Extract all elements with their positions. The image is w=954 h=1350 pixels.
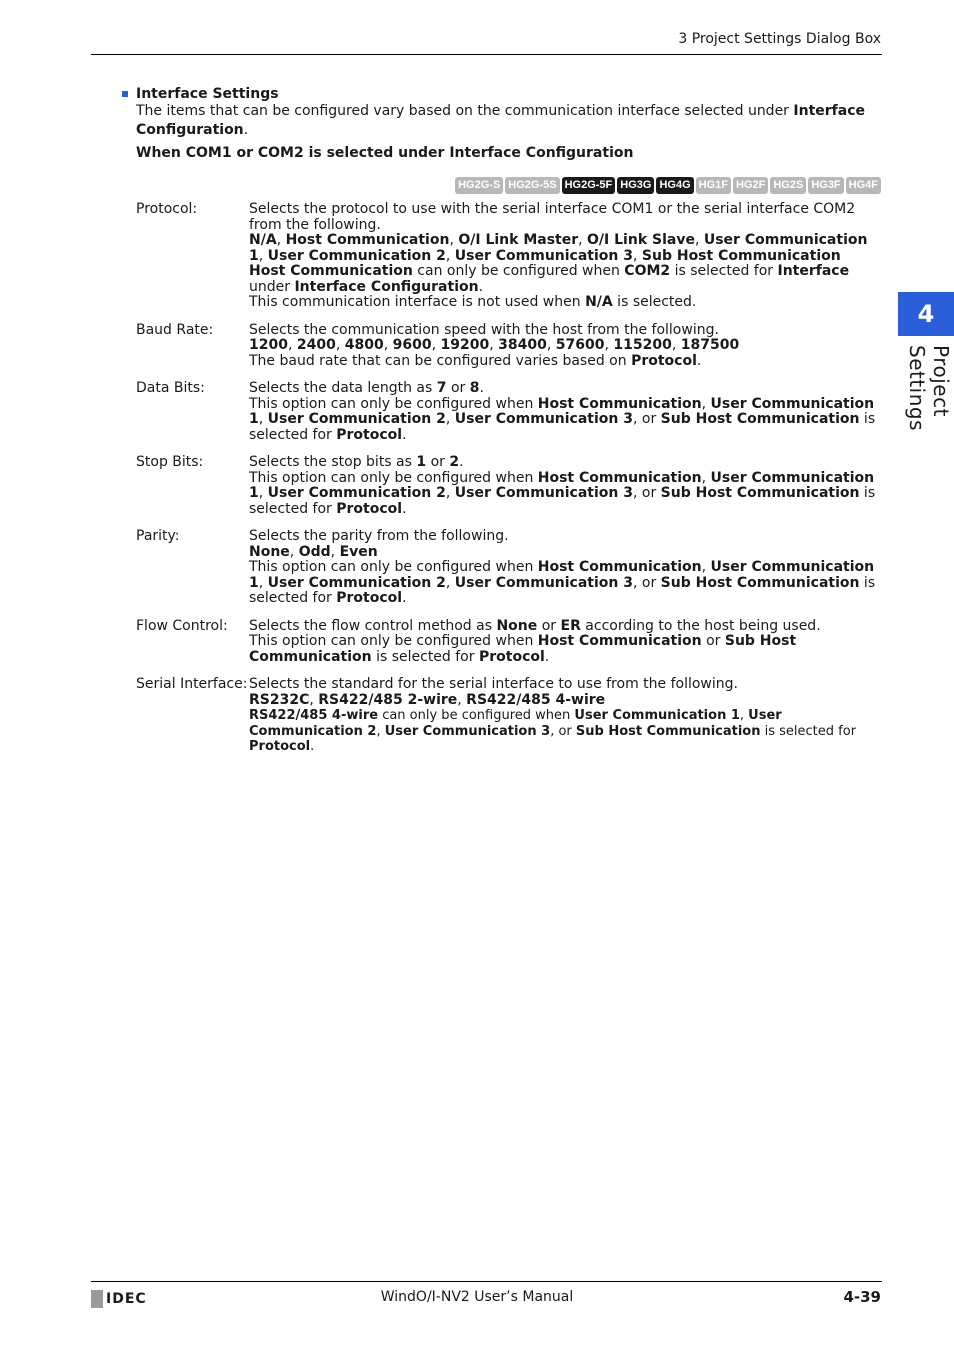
model-badge-hg4f: HG4F	[846, 177, 881, 194]
setting-row	[136, 381, 882, 443]
chapter-side-label	[905, 345, 953, 495]
text-run: ,	[445, 574, 455, 591]
bold-term: 4800	[344, 337, 384, 353]
text-run: ,	[335, 337, 345, 353]
text-run: is selected for	[371, 648, 479, 665]
model-badge-hg2g-5f: HG2G-5F	[562, 177, 616, 194]
section-intro	[136, 102, 882, 140]
bold-term: None	[496, 617, 538, 634]
bold-term: Protocol	[478, 648, 545, 665]
bold-term: Protocol	[336, 426, 403, 443]
bold-term: Interface	[777, 263, 850, 279]
text-run: , or	[633, 411, 661, 427]
text-run: ,	[276, 232, 286, 248]
bold-term: O/I Link Master	[458, 232, 579, 248]
text-run: ,	[578, 232, 588, 248]
text-run: Selects the stop bits as	[249, 454, 417, 470]
bold-term: Host Communication	[285, 232, 450, 248]
description-line	[249, 381, 882, 397]
bold-term: User Communication 1	[249, 395, 875, 427]
text-run: is selected for	[760, 723, 857, 739]
bold-term: User Communication 2	[267, 574, 446, 591]
description-line	[249, 202, 882, 233]
section-heading	[122, 86, 882, 102]
bold-term: 7	[436, 380, 447, 396]
subheading: When COM1 or COM2 is selected under Interface Configuration	[136, 145, 634, 161]
bold-term: User Communication 1	[574, 708, 740, 723]
text-run: , or	[550, 723, 576, 739]
chapter-number: 4	[917, 300, 935, 328]
bold-term: Sub Host Communication	[660, 574, 860, 591]
text-run: ,	[449, 232, 459, 248]
model-badge-hg2f: HG2F	[733, 177, 768, 194]
bold-term: User Communication 1	[249, 232, 868, 264]
bold-term: User Communication 1	[249, 559, 875, 591]
text-run: This option can only be configured when	[249, 469, 538, 486]
bold-term: Host Communication	[537, 559, 702, 575]
text-run: .	[459, 454, 464, 470]
chapter-side-text: Project Settings	[905, 345, 953, 432]
setting-description	[249, 529, 882, 607]
text-run: under	[249, 278, 295, 295]
text-run: is selected for	[670, 263, 778, 279]
bold-term: Interface Configuration	[294, 278, 479, 295]
bold-term: Sub Host Communication	[660, 411, 860, 427]
setting-label: Baud Rate:	[136, 321, 214, 338]
model-badge-hg3g: HG3G	[617, 177, 654, 194]
model-badge-hg3f: HG3F	[808, 177, 843, 194]
text-run: .	[696, 352, 702, 369]
bold-term: User Communication 3	[454, 247, 633, 264]
text-run: ,	[309, 691, 319, 708]
description-line	[249, 708, 882, 755]
bold-term: Sub Host Communication	[660, 485, 860, 501]
bold-term: 19200	[440, 337, 490, 353]
bold-term: Interface Configuration	[136, 103, 866, 138]
footer-rule	[91, 1281, 882, 1282]
description-line	[249, 354, 882, 370]
bold-term: Protocol	[336, 590, 403, 606]
bold-term: User Communication 2	[267, 247, 446, 264]
section-heading-text: Interface Settings	[136, 86, 279, 102]
text-run: ,	[287, 337, 297, 353]
text-run: ,	[701, 395, 711, 412]
bold-term: RS422/485 2-wire	[318, 691, 458, 708]
bold-term: Protocol	[631, 352, 697, 369]
text-run: ,	[383, 337, 393, 353]
description-line	[249, 397, 882, 444]
text-run: Selects the protocol to use with the serial interface COM1 or the serial interface COM2 from the following.	[249, 201, 856, 233]
text-run: , or	[633, 574, 661, 591]
text-run: Selects the flow control method as	[249, 617, 497, 634]
model-badges	[455, 177, 881, 194]
setting-label: Data Bits:	[136, 380, 205, 396]
bold-term: Protocol	[336, 500, 403, 517]
header-rule	[91, 54, 882, 55]
bold-term: RS232C	[249, 691, 310, 708]
text-run: ,	[258, 247, 268, 264]
text-run: This option can only be configured when	[249, 395, 538, 412]
bold-term: RS422/485 4-wire	[249, 708, 379, 723]
setting-description	[249, 455, 882, 517]
text-run: Selects the parity from the following.	[249, 528, 509, 544]
text-run: ,	[633, 247, 642, 264]
text-run: This option can only be configured when	[249, 559, 538, 575]
model-badge-hg4g: HG4G	[656, 177, 693, 194]
bold-term: Sub Host Communication	[641, 247, 841, 264]
text-run: The items that can be configured vary based on the communication interface selected under	[136, 103, 794, 119]
text-run: ,	[489, 337, 499, 353]
description-line	[249, 634, 882, 665]
setting-row	[136, 677, 882, 755]
text-run: ,	[289, 543, 299, 560]
text-run: ,	[431, 337, 441, 353]
bold-term: Even	[339, 543, 378, 560]
text-run: .	[402, 590, 407, 606]
text-run: Selects the communication speed with the host from the following.	[249, 321, 719, 338]
setting-label: Protocol:	[136, 201, 198, 217]
text-run: ,	[604, 337, 614, 353]
text-run: ,	[376, 723, 385, 739]
setting-description	[249, 619, 882, 666]
text-run: ,	[445, 411, 455, 427]
bold-term: 1200	[249, 337, 288, 353]
model-badge-hg2g-5s: HG2G-5S	[505, 177, 559, 194]
description-line	[249, 529, 882, 545]
text-run: .	[402, 500, 407, 517]
setting-label: Flow Control:	[136, 617, 228, 634]
bold-term: COM2	[624, 263, 671, 279]
bold-term: 9600	[392, 337, 432, 353]
text-run: Selects the standard for the serial interface to use from the following.	[249, 676, 738, 692]
description-line	[249, 338, 882, 354]
setting-description	[249, 323, 882, 370]
text-run: according to the host being used.	[580, 617, 821, 634]
setting-row	[136, 202, 882, 311]
text-run: .	[479, 380, 484, 396]
bold-term: User Communication 3	[454, 574, 633, 591]
bold-term: Host Communication	[537, 469, 702, 486]
bold-term: Sub Host Communication	[575, 723, 761, 739]
text-run: can only be configured when	[378, 708, 575, 723]
text-run: is selected for	[249, 411, 876, 443]
bold-term: User Communication 2	[267, 411, 446, 427]
text-run: ,	[445, 247, 455, 264]
bold-term: Host Communication	[249, 263, 413, 279]
text-run: is selected.	[612, 294, 697, 310]
setting-label: Serial Interface:	[136, 676, 248, 692]
description-line	[249, 693, 882, 709]
bold-term: None	[249, 543, 290, 560]
model-badge-hg1f: HG1F	[696, 177, 731, 194]
setting-row	[136, 619, 882, 666]
text-run: ,	[701, 469, 711, 486]
header-title: 3 Project Settings Dialog Box	[678, 31, 881, 47]
logo-text: IDEC	[106, 1291, 147, 1307]
bold-term: 2	[449, 454, 460, 470]
text-run: , or	[633, 485, 661, 501]
text-run: Selects the data length as	[249, 380, 437, 396]
text-run: or	[701, 633, 725, 649]
setting-row	[136, 455, 882, 517]
bold-term: RS422/485 4-wire	[466, 691, 606, 708]
description-line	[249, 545, 882, 561]
bold-term: N/A	[249, 232, 277, 248]
text-run: ,	[258, 411, 268, 427]
text-run: ,	[671, 337, 681, 353]
text-run: ,	[258, 574, 268, 591]
text-run: .	[544, 648, 550, 665]
bold-term: 38400	[498, 337, 547, 353]
bold-term: Sub Host Communication	[249, 633, 797, 665]
bold-term: 1	[416, 454, 427, 470]
bold-term: User Communication 2	[267, 485, 446, 501]
bold-term: User Communication 3	[384, 723, 551, 739]
setting-label: Stop Bits:	[136, 454, 204, 470]
description-line	[249, 323, 882, 339]
description-line	[249, 455, 882, 471]
bold-term: 187500	[680, 337, 740, 353]
text-run: or	[446, 380, 470, 396]
bold-term: User Communication 3	[454, 411, 633, 427]
text-run: can only be configured when	[412, 263, 625, 279]
text-run: The baud rate that can be configured varies based on	[249, 352, 632, 369]
text-run: or	[537, 617, 561, 634]
chapter-tab	[898, 292, 954, 336]
text-run: ,	[330, 543, 340, 560]
bold-term: Protocol	[249, 739, 311, 754]
text-run: .	[310, 739, 315, 754]
text-run: ,	[739, 708, 749, 723]
description-line	[249, 619, 882, 635]
text-run: .	[243, 122, 249, 138]
text-run: ,	[694, 232, 704, 248]
setting-description	[249, 677, 882, 755]
model-badge-hg2g-s: HG2G-S	[455, 177, 503, 194]
text-run: is selected for	[249, 485, 876, 517]
description-line	[249, 677, 882, 693]
description-line	[249, 560, 882, 607]
description-line	[249, 264, 882, 295]
description-line	[249, 295, 882, 311]
setting-description	[249, 202, 882, 311]
setting-description	[249, 381, 882, 443]
description-line	[249, 471, 882, 518]
bold-term: 115200	[613, 337, 672, 353]
setting-row	[136, 529, 882, 607]
bold-term: User Communication 1	[249, 469, 875, 501]
bold-term: User Communication 2	[249, 708, 782, 739]
bold-term: ER	[560, 617, 581, 634]
setting-label: Parity:	[136, 528, 180, 544]
bold-term: Host Communication	[537, 633, 702, 649]
settings-table	[136, 202, 882, 767]
bold-term: 2400	[296, 337, 336, 353]
setting-row	[136, 323, 882, 370]
model-badge-hg2s: HG2S	[770, 177, 806, 194]
page-number: 4-39	[843, 1288, 881, 1306]
bold-term: 8	[469, 380, 480, 396]
text-run: This communication interface is not used when	[249, 294, 586, 310]
text-run: ,	[258, 485, 268, 501]
manual-title: WindO/I-NV2 User’s Manual	[380, 1289, 574, 1305]
bold-term: Host Communication	[537, 395, 702, 412]
square-bullet-icon	[122, 91, 128, 97]
bold-term: O/I Link Slave	[587, 232, 695, 248]
text-run: ,	[445, 485, 455, 501]
text-run: This option can only be configured when	[249, 633, 538, 649]
text-run: ,	[457, 691, 467, 708]
text-run: is selected for	[249, 574, 876, 606]
bold-term: Odd	[298, 543, 331, 560]
bold-term: 57600	[555, 337, 605, 353]
text-run: ,	[546, 337, 556, 353]
interface-settings-section	[122, 86, 882, 161]
text-run: ,	[701, 559, 711, 575]
text-run: or	[426, 454, 450, 470]
text-run: .	[478, 278, 484, 295]
bold-term: User Communication 3	[454, 485, 633, 501]
text-run: .	[402, 426, 407, 443]
description-line	[249, 233, 882, 264]
bold-term: N/A	[585, 294, 613, 310]
